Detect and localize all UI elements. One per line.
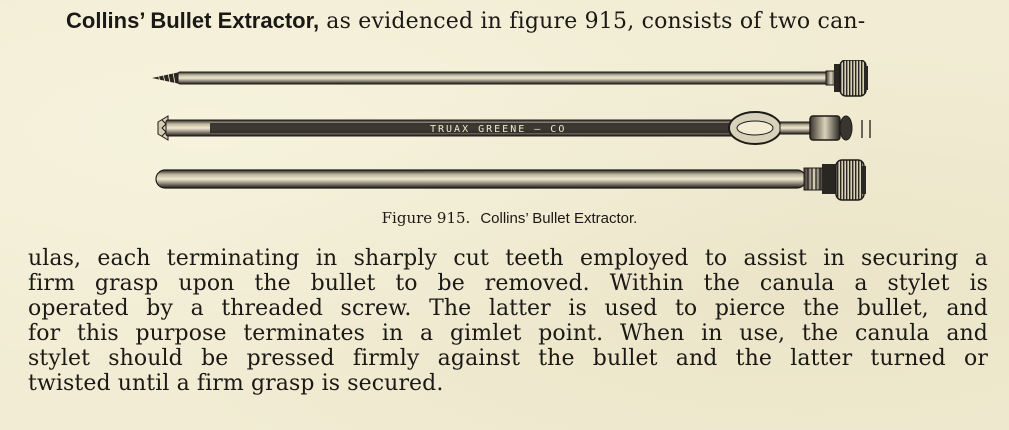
- body-line: twisted until a firm grasp is secured.: [28, 371, 444, 396]
- caption-title: Collins’ Bullet Extractor.: [480, 210, 638, 227]
- stylet-instrument: [152, 60, 868, 96]
- caption-number: Figure 915.: [381, 209, 471, 227]
- body-line: stylet should be pressed firmly against the bullet and the latter turned or: [28, 346, 988, 371]
- screw-handle-instrument: [156, 160, 866, 200]
- bullet-extractor-illustration: [150, 60, 890, 210]
- body-line: for this purpose terminates in a gimlet point. When in use, the canula and: [28, 321, 988, 346]
- figure-caption: [0, 208, 1009, 229]
- body-line: firm grasp upon the bullet to be removed. Within the canula a stylet is: [28, 271, 988, 296]
- lead-heading: Collins’ Bullet Extractor,: [66, 8, 320, 33]
- figure-915: [150, 60, 890, 210]
- lead-paragraph: [66, 6, 991, 37]
- lead-text: as evidenced in figure 915, consists of two can-: [319, 9, 866, 34]
- body-paragraph: [28, 246, 988, 396]
- engraving-text: TRUAX GREENE — CO: [430, 124, 567, 135]
- canula-instrument: [158, 112, 870, 144]
- body-line: operated by a threaded screw. The latter is used to pierce the bullet, and: [28, 296, 988, 321]
- body-line: ulas, each terminating in sharply cut teeth employed to assist in securing a: [28, 246, 988, 271]
